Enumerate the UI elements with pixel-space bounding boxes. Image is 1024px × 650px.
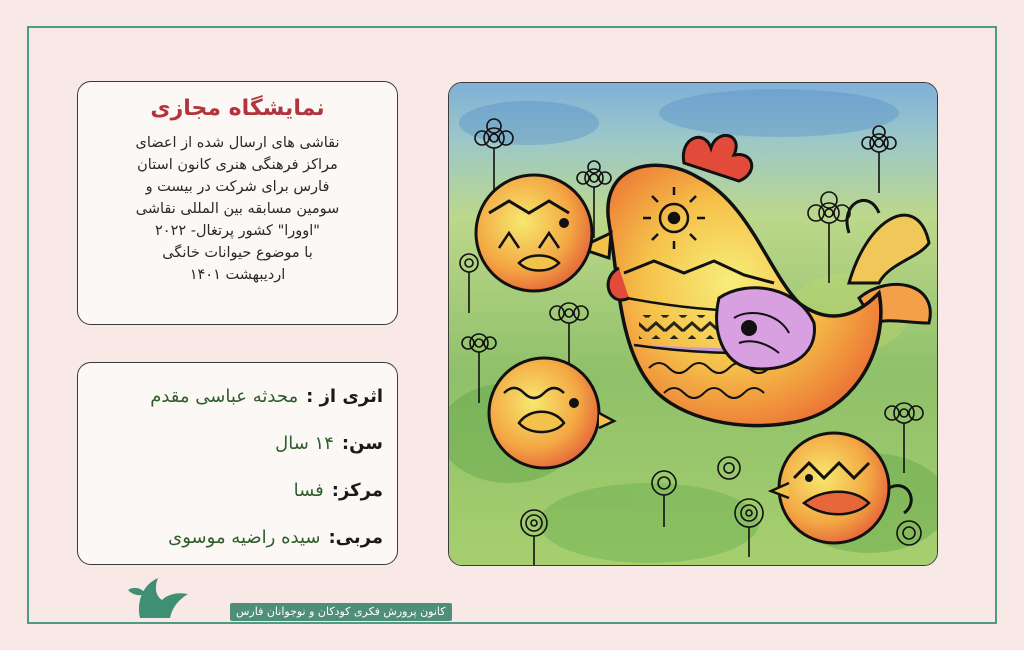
center-row [92,467,383,514]
artist-info-card [77,362,398,565]
teacher-name: سیده راضیه موسوی [168,527,321,548]
age-value: ۱۴ سال [275,433,334,454]
description-line: سومین مسابقه بین المللی نقاشی [135,201,340,217]
description-line: فارس برای شرکت در بیست و [145,179,330,195]
center-value: فسا [293,480,324,501]
description-line: "اوورا" کشور پرتغال- ۲۰۲۲ [155,223,320,239]
exhibition-info-card [77,81,398,325]
artist-row [92,373,383,420]
description-line: مراکز فرهنگی هنری کانون استان [137,157,338,173]
artwork-image [448,82,938,566]
description-line: با موضوع حیوانات خانگی [162,245,313,261]
kanoon-logo-text: کانون پرورش فکری کودکان و نوجوانان فارس [230,603,452,621]
hen-and-chicks-painting-icon [449,83,938,566]
center-label: مرکز: [331,480,383,501]
age-row [92,420,383,467]
exhibition-description [92,132,383,286]
description-line: اردیبهشت ۱۴۰۱ [189,267,286,283]
age-label: سن: [341,433,383,454]
teacher-label: مربی: [328,527,383,548]
teacher-row [92,514,383,561]
artist-label: اثری از : [306,386,383,407]
description-line: نقاشی های ارسال شده از اعضای [135,135,340,151]
artist-name: محدثه عباسی مقدم [150,386,299,407]
exhibition-title: نمایشگاه مجازی [150,96,325,121]
kanoon-logo [118,570,198,624]
kanoon-bird-logo-icon [118,570,198,620]
